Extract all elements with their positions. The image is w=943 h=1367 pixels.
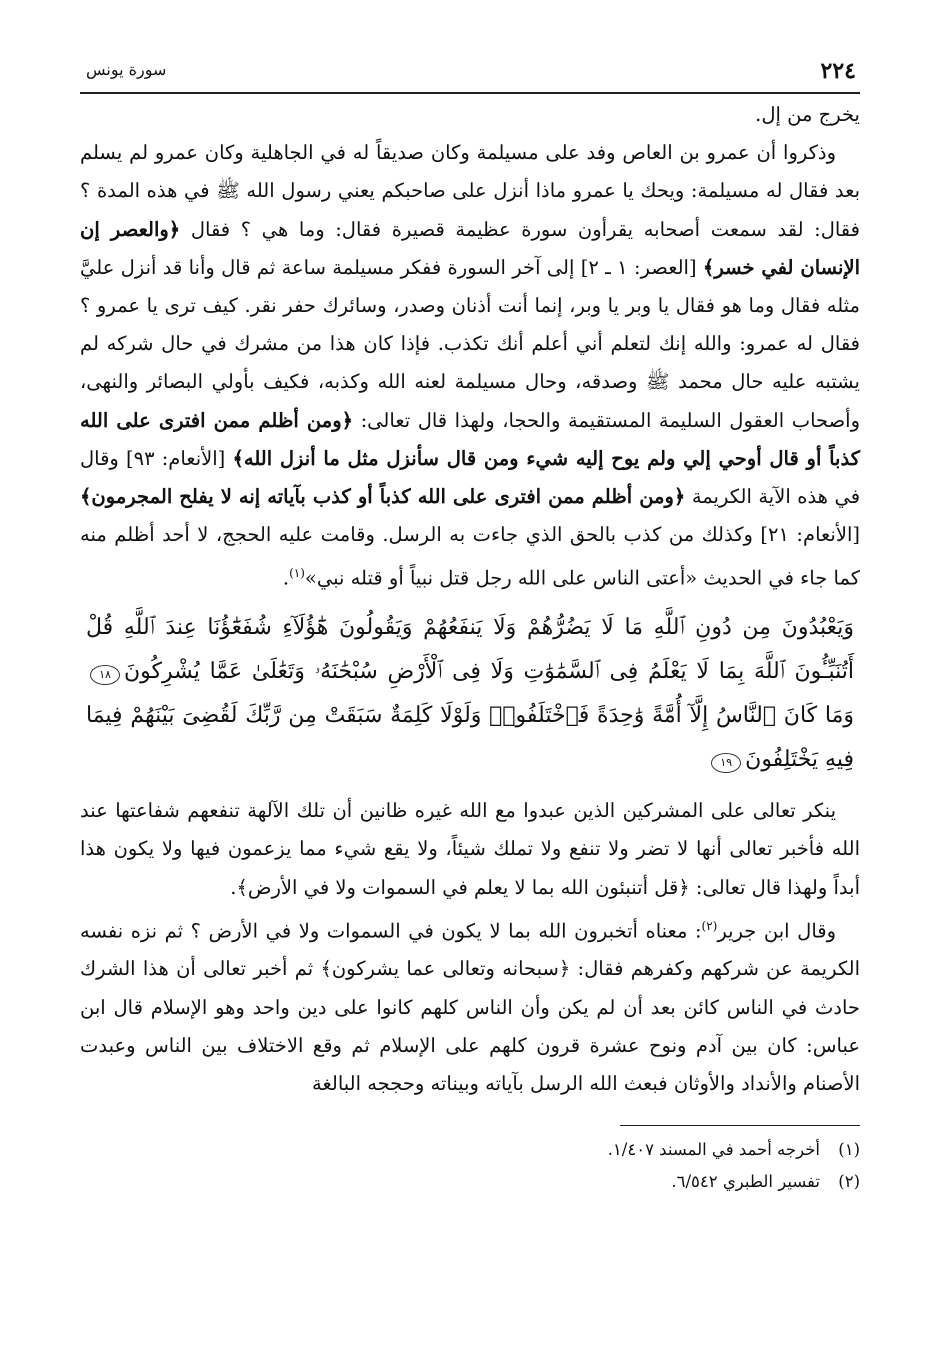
verse-19: وَمَا كَانَ ٱلنَّاسُ إِلَّآ أُمَّةً وَٰحِدَةً فَٱخْتَلَفُوا۟ وَلَوْلَا كَلِمَةٌ سَبَقَتْ مِن رَّبِّكَ لَقُضِىَ بَيْنَهُمْ فِيمَا فِيهِ يَخْتَلِفُونَ (86, 703, 854, 773)
page-header (80, 58, 860, 94)
quote-segment: ﴿والعصر إن الإنسان لفي خسر﴾ (80, 217, 861, 279)
text-segment: : معناه أتخبرون الله بما لا يكون في السموات ولا في الأرض ؟ ثم نزه نفسه الكريمة عن شركهم وكفرهم فقال: (80, 919, 860, 981)
text-segment: . (230, 875, 237, 899)
text-segment: وقال ابن جرير (717, 919, 836, 943)
paragraph-1: يخرج من إل. (755, 103, 860, 126)
footnote (80, 1134, 860, 1166)
quran-text (86, 606, 854, 782)
text-segment: . (282, 566, 290, 590)
quote-segment: ﴿سبحانه وتعالى عما يشركون﴾ (320, 957, 571, 981)
footnotes (80, 1134, 860, 1198)
text-segment: [الأنعام: ٢١] وكذلك من كذب بالحق الذي جاءت به الرسل. وقامت عليه الحجج، لا أحد أظلم منه كما جاء في الحديث «أعتى الناس على الله رجل قتل نبياً أو قتله نبي» (80, 523, 860, 590)
footnote-number: (٢) (838, 1172, 860, 1192)
footnote-ref: (١) (289, 566, 305, 581)
quote-segment: ﴿ومن أظلم ممن افترى على الله كذباً أو قال أوحي إلي ولم يوح إليه شيء ومن قال سأنزل مثل ما أنزل الله﴾ (80, 408, 861, 470)
footnote (80, 1166, 860, 1198)
surah-title: سورة يونس (86, 60, 167, 79)
text-segment: [الأنعام: ٩٣] وقال في هذه الآية الكريمة (80, 446, 861, 509)
body-text (80, 96, 860, 1198)
footnote-text: تفسير الطبري ٦/٥٤٢. (671, 1172, 820, 1192)
quote-segment: ﴿قل أتنبئون الله بما لا يعلم في السموات ولا في الأرض﴾ (236, 875, 690, 899)
quote-segment: ﴿ومن أظلم ممن افترى على الله كذباً أو كذب بآياته إنه لا يفلح المجرمون﴾ (80, 485, 686, 509)
footnote-text: أخرجه أحمد في المسند ١/٤٠٧. (607, 1140, 820, 1160)
page-number: ٢٢٤ (820, 58, 856, 84)
quran-verses (80, 606, 860, 782)
paragraph-4 (80, 907, 860, 1104)
footnote-number: (١) (838, 1140, 860, 1160)
footnote-ref: (٢) (701, 918, 718, 933)
text-segment: وذكروا أن عمرو بن العاص وفد على مسيلمة وكان صديقاً له في الجاهلية وكان عمرو لم يسلم بعد فقال له مسيلمة: ويحك يا عمرو ماذا أنزل على صاحبكم يعني رسول الله ﷺ في هذه المدة ؟ فقال: لقد سمعت أصحابه يقرأون سورة عظيمة قصيرة فقال: وما هي ؟ فقال (80, 141, 860, 241)
text-segment: ينكر تعالى على المشركين الذين عبدوا مع الله غيره ظانين أن تلك الآلهة تنفعهم شفاعتها عند الله فأخبر تعالى أنها لا تضر ولا تنفع ولا تملك شيئاً، ولا يقع شيء مما يزعمون فيها ولا يكون هذا أبداً ولهذا قال تعالى: (80, 799, 860, 899)
footnote-divider (620, 1125, 860, 1126)
ayah-number-marker: ١٨ (90, 665, 120, 685)
paragraph-3 (80, 792, 860, 907)
text-segment: ثم أخبر تعالى أن هذا الشرك حادث في الناس كائن بعد أن لم يكن وأن الناس كلهم كانوا على دين واحد وهو الإسلام قال ابن عباس: كان بين آدم ونوح عشرة قرون كلهم على الإسلام ثم وقع الاختلاف بين الناس وعبدت الأصنام والأنداد والأوثان فبعث الله الرسل بآياته وبيناته وحججه البالغة (80, 957, 860, 1096)
page (80, 40, 860, 1340)
text-segment: [العصر: ١ ـ ٢] إلى آخر السورة ففكر مسيلمة ساعة ثم قال وأنا قد أنزل عليَّ مثله فقال وما هو فقال يا وبر يا وبر، إنما أنت أذنان وصدر، وسائرك حفر نقر. كيف ترى يا عمرو ؟ فقال له عمرو: والله إنك لتعلم أني أعلم أنك تكذب. فإذا كان هذا من مشرك في حال شركه لم يشتبه عليه حال محمد ﷺ وصدقه، وحال مسيلمة لعنه الله وكذبه، فكيف بأولي البصائر والنهى، وأصحاب العقول السليمة المستقيمة والحجا، ولهذا قال تعالى: (80, 255, 860, 432)
ayah-number-marker: ١٩ (711, 753, 741, 773)
paragraph-2 (80, 134, 860, 598)
verse-18: وَيَعْبُدُونَ مِن دُونِ ٱللَّهِ مَا لَا يَضُرُّهُمْ وَلَا يَنفَعُهُمْ وَيَقُولُونَ هَٰٓؤُلَآءِ شُفَعَٰٓؤُنَا عِندَ ٱللَّهِ قُلْ أَتُنَبِّـُٔونَ ٱللَّهَ بِمَا لَا يَعْلَمُ فِى ٱلسَّمَٰوَٰتِ وَلَا فِى ٱلْأَرْضِ سُبْحَٰنَهُۥ وَتَعَٰلَىٰ عَمَّا يُشْرِكُونَ (86, 615, 854, 685)
